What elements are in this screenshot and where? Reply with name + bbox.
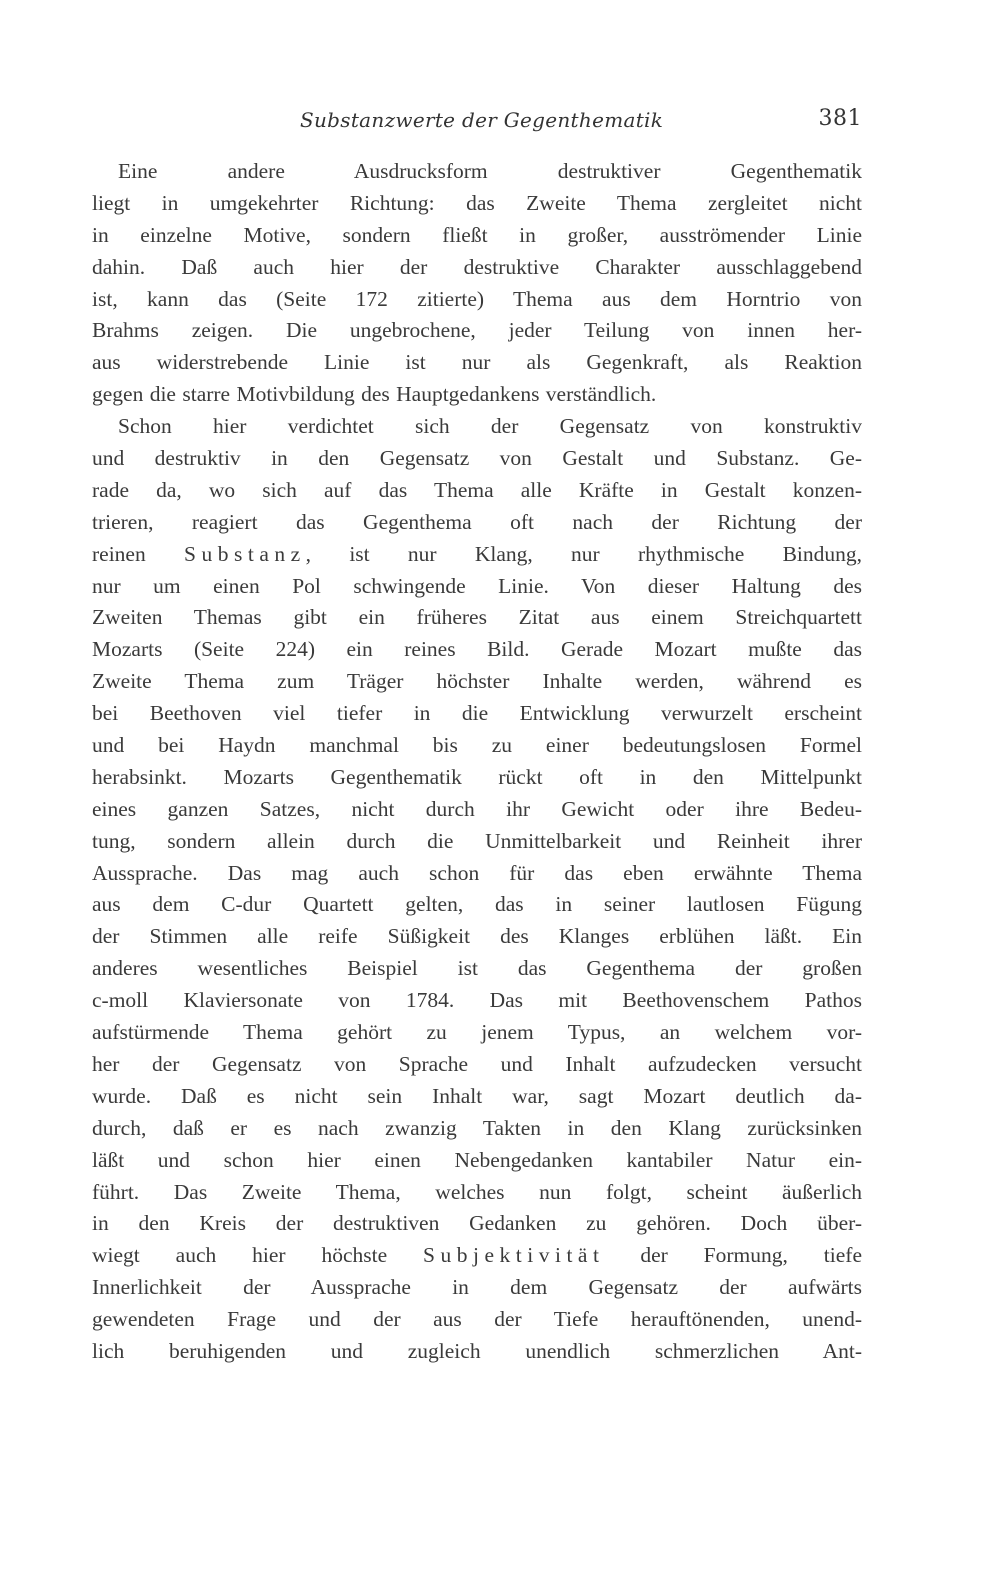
text-line: aus widerstrebende Linie ist nur als Gegenkraft, als Reaktion	[92, 350, 862, 375]
text-line: gegen die starre Motivbildung des Hauptgedankens verständlich.	[92, 382, 657, 407]
running-title: Substanzwerte der Gegenthematik	[300, 108, 664, 132]
text-line: der Stimmen alle reife Süßigkeit des Klanges erblühen läßt. Ein	[92, 924, 862, 949]
text-line: reinen Substanz, ist nur Klang, nur rhythmische Bindung,	[92, 541, 863, 566]
text-line: herabsinkt. Mozarts Gegenthematik rückt oft in den Mittelpunkt	[92, 764, 862, 789]
emphasis-spaced: Subjektivität	[423, 1243, 605, 1268]
text-line: eines ganzen Satzes, nicht durch ihr Gewicht oder ihre Bedeu-	[92, 796, 862, 821]
text-line: wiegt auch hier höchste Subjektivität der Formung, tiefe	[92, 1243, 862, 1268]
text-line: c-moll Klaviersonate von 1784. Das mit Beethovenschem Pathos	[92, 988, 862, 1013]
text-line: anderes wesentliches Beispiel ist das Gegenthema der großen	[92, 956, 862, 981]
page-number: 381	[818, 106, 862, 131]
text-line: wurde. Daß es nicht sein Inhalt war, sagt Mozart deutlich da-	[92, 1083, 862, 1108]
text-line: trieren, reagiert das Gegenthema oft nach der Richtung der	[92, 509, 862, 534]
text-line: tung, sondern allein durch die Unmittelbarkeit und Reinheit ihrer	[92, 828, 862, 853]
body-text	[92, 156, 862, 1368]
text-line: her der Gegensatz von Sprache und Inhalt aufzudecken versucht	[92, 1051, 862, 1076]
paragraph-2	[92, 411, 862, 1368]
text-line: in den Kreis der destruktiven Gedanken zu gehören. Doch über-	[92, 1211, 862, 1236]
text-line: führt. Das Zweite Thema, welches nun folgt, scheint äußerlich	[92, 1179, 862, 1204]
text-line: dahin. Daß auch hier der destruktive Charakter ausschlaggebend	[92, 254, 862, 279]
text-line: ist, kann das (Seite 172 zitierte) Thema aus dem Horntrio von	[92, 286, 862, 311]
text-line: in einzelne Motive, sondern fließt in großer, ausströmender Linie	[92, 222, 862, 247]
text-line: aus dem C-dur Quartett gelten, das in seiner lautlosen Fügung	[92, 892, 862, 917]
text-line: Zweiten Themas gibt ein früheres Zitat aus einem Streichquartett	[92, 605, 862, 630]
text-line: lich beruhigenden und zugleich unendlich schmerzlichen Ant-	[92, 1338, 862, 1363]
text-line: Eine andere Ausdrucksform destruktiver Gegenthematik	[118, 159, 862, 183]
running-head	[92, 104, 862, 140]
text-line: Brahms zeigen. Die ungebrochene, jeder Teilung von innen her-	[92, 318, 862, 343]
text-line: Zweite Thema zum Träger höchster Inhalte werden, während es	[92, 669, 862, 694]
text-line: rade da, wo sich auf das Thema alle Kräfte in Gestalt konzen-	[92, 477, 862, 502]
text-line: Aussprache. Das mag auch schon für das eben erwähnte Thema	[92, 860, 862, 885]
text-line: Schon hier verdichtet sich der Gegensatz von konstruktiv	[118, 414, 862, 439]
text-line: und bei Haydn manchmal bis zu einer bedeutungslosen Formel	[92, 733, 862, 758]
text-line: nur um einen Pol schwingende Linie. Von dieser Haltung des	[92, 573, 862, 598]
text-line: liegt in umgekehrter Richtung: das Zweite Thema zergleitet nicht	[92, 190, 862, 215]
emphasis-spaced: Substanz	[184, 541, 306, 566]
text-line: und destruktiv in den Gegensatz von Gestalt und Substanz. Ge-	[92, 446, 862, 471]
paragraph-1	[92, 156, 862, 411]
text-line: Innerlichkeit der Aussprache in dem Gegensatz der aufwärts	[92, 1275, 862, 1300]
text-line: gewendeten Frage und der aus der Tiefe herauftönenden, unend-	[92, 1307, 862, 1332]
text-line: durch, daß er es nach zwanzig Takten in den Klang zurücksinken	[92, 1115, 862, 1140]
text-line: Mozarts (Seite 224) ein reines Bild. Gerade Mozart mußte das	[92, 637, 862, 662]
text-line: bei Beethoven viel tiefer in die Entwicklung verwurzelt erscheint	[92, 701, 862, 726]
text-line: aufstürmende Thema gehört zu jenem Typus, an welchem vor-	[92, 1020, 862, 1045]
text-line: läßt und schon hier einen Nebengedanken kantabiler Natur ein-	[92, 1147, 862, 1172]
